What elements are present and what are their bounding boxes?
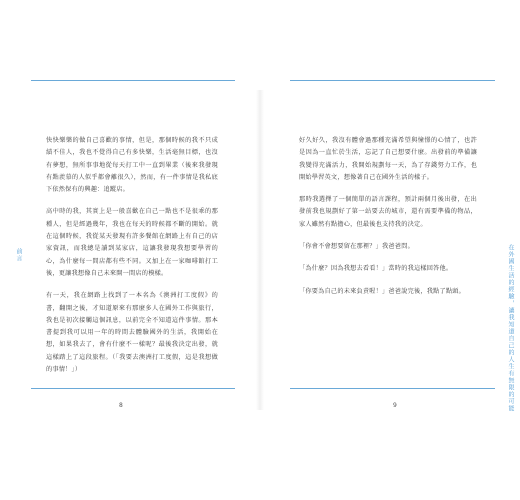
body-text <box>46 135 218 386</box>
page-number: 8 <box>119 402 123 409</box>
right-page <box>260 80 520 425</box>
page-number: 9 <box>393 402 397 409</box>
bottom-rule <box>31 388 235 389</box>
dialogue-line: 「為什麼？因為我想去看看！」當時的我這樣回答他。 <box>299 265 453 273</box>
left-page <box>0 80 260 425</box>
bottom-rule <box>290 388 495 389</box>
paragraph: 快快樂樂的做自己喜歡的事情，但是，那個時候的我不只成績不佳人，我也不覺得自己有多快樂，生活毫無目標，也沒有夢想，無所事事地從每天打工中一直到畢業（後來我發現有點羨慕的人似乎都會離很久），然而，有一件事情是我私底下依然保有的興趣：追蹤店。 <box>46 137 218 194</box>
paragraph: 有一天，我在網路上找到了一本名為《澳洲打工度假》的書，翻開之後，才知道原來有那麼多人在國外工作與旅行，我也是初次接觸這個訊息，以前完全不知道這件事情。那本書提到我可以用一年的時間去體驗國外的生活，我開始在想，如果我去了，會有什麼不一樣呢？最後我決定出發，就這樣踏上了這段旅程。（「我要去澳洲打工度假，這是我想做的事情！」） <box>46 292 218 374</box>
dialogue-line: 「你會不會想要留在那裡？」我爸爸問。 <box>299 243 414 251</box>
paragraph: 那時我選擇了一個簡單的語言課程，預計兩個月後出發，在出發前我也規劃好了第一站要去的城市，還有需要準備的物品，家人雖然有點擔心，但最後也支持我的決定。 <box>299 196 477 228</box>
top-rule <box>31 80 235 81</box>
paragraph: 高中時的我，其實上是一般喜歡在自己一點也不是很乖的那種人，但是經過幾年，我也在每天的時候都不斷的開始。就在這個時候，我從某天發現有許多餐館在網路上有自己的店家資訊，而我總是讀到某家店，這讓我發現我想要學習的心，為什麼每一間店都有些不同。又加上在一家咖啡館打工後，更讓我想像自己未來開一間店的模樣。 <box>46 208 218 277</box>
paragraph: 好久好久，我沒有體會過那種充滿希望與憧憬的心情了，也許是因為一直忙於生活，忘記了自己想要什麼。出發前的準備讓我變得充滿活力，我開始規劃每一天，為了存錢努力工作，也開始學習英文，想像著自己在國外生活的樣子。 <box>299 137 477 181</box>
side-label: 在外國生活的經驗，讓我知道自己的人生有無限的可能 <box>507 244 514 412</box>
dialogue-line: 「你要為自己的未來負責喔！」爸爸說完後，我點了點頭。 <box>299 287 466 295</box>
body-text <box>299 135 477 308</box>
side-label: 前言 <box>15 248 22 262</box>
top-rule <box>290 80 495 81</box>
